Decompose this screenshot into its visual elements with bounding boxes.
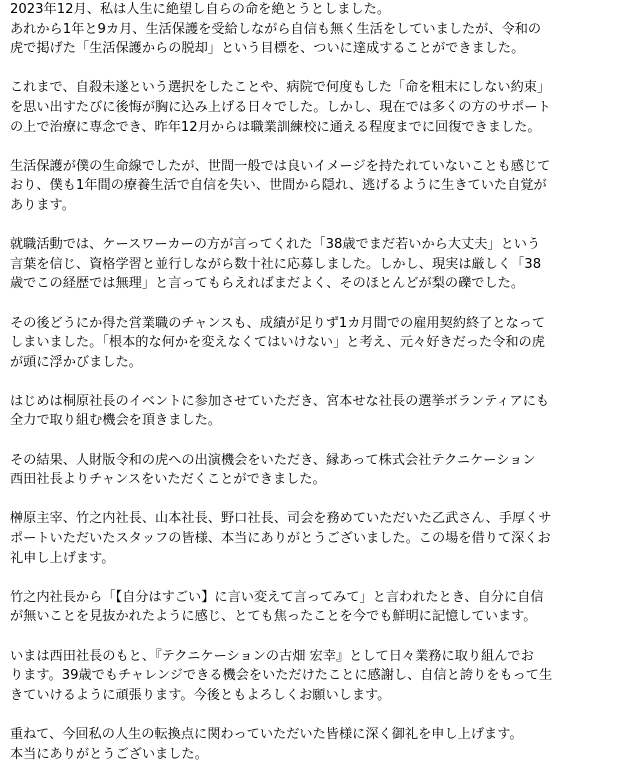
paragraph-9 <box>10 588 615 627</box>
text-line: はじめは桐原社長のイベントに参加させていただき、宮本せな社長の選挙ボランティアにも <box>10 393 550 409</box>
text-line: の上で治療に専念でき、昨年12月からは職業訓練校に通える程度までに回復できました。 <box>10 119 541 135</box>
text-line: が無いことを見抜かれたように感じ、とても焦ったことを今でも鮮明に記憶しています。 <box>10 609 537 625</box>
paragraph-2 <box>10 78 615 137</box>
text-line: あります。 <box>10 197 75 213</box>
paragraph-8 <box>10 509 615 568</box>
document-body <box>10 0 615 784</box>
text-line: 言葉を信じ、資格学習と並行しながら数十社に応募しました。しかし、現実は厳しく「38 <box>10 256 542 272</box>
text-line: 重ねて、今回私の人生の転換点に関わっていただいた皆様に深く御礼を申し上げます。 <box>10 726 523 742</box>
paragraph-10 <box>10 647 615 706</box>
paragraph-4 <box>10 235 615 294</box>
text-line: 就職活動では、ケースワーカーの方が言ってくれた「38歳でまだ若いから大丈夫」という <box>10 237 541 253</box>
paragraph-11 <box>10 725 615 764</box>
text-line: 歳でこの経歴では無理」と言ってもらえればまだよく、そのほとんどが梨の礫でした。 <box>10 276 525 292</box>
text-line: しまいました。「根本的な何かを変えなくてはいけない」と考え、元々好きだった令和の虎 <box>10 335 545 351</box>
text-line: 礼申し上げます。 <box>10 550 115 566</box>
text-line: その後どうにか得た営業職のチャンスも、成績が足りず1カ月間での雇用契約終了となって <box>10 315 546 331</box>
text-line: 全力で取り組む機会を頂きました。 <box>10 413 221 429</box>
paragraph-5 <box>10 314 615 373</box>
text-line: 竹之内社長から「【自分はすごい】に言い変えて言ってみて」と言われたとき、自分に自信 <box>10 589 544 605</box>
text-line: あれから1年と9カ月、生活保護を受給しながら自信も無く生活をしていましたが、令和の <box>10 21 542 37</box>
paragraph-7 <box>10 451 615 490</box>
text-line: が頭に浮かびました。 <box>10 354 142 370</box>
text-line: その結果、人財版令和の虎への出演機会をいただき、縁あって株式会社テクニケーション <box>10 452 536 468</box>
text-line: 2023年12月、私は人生に絶望し自らの命を絶とうとしました。 <box>10 2 391 17</box>
paragraph-1 <box>10 0 615 59</box>
text-line: 西田社長よりチャンスをいただくことができました。 <box>10 472 326 488</box>
text-line: きていけるように頑張ります。今後ともよろしくお願いします。 <box>10 687 391 703</box>
text-line: ポートいただいたスタッフの皆様、本当にありがとうございました。この場を借りて深くお <box>10 531 551 547</box>
text-line: いまは西田社長のもと、『テクニケーションの古畑 宏幸』として日々業務に取り組んでお <box>10 648 534 664</box>
text-line: 生活保護が僕の生命線でしたが、世間一般では良いイメージを持たれていないことも感じて <box>10 158 551 174</box>
text-line: ります。39歳でもチャレンジできる機会をいただけたことに感謝し、自信と誇りをもって生 <box>10 668 553 684</box>
text-line: 本当にありがとうございました。 <box>10 746 208 762</box>
text-line: 虎で掲げた「生活保護からの脱却」という目標を、ついに達成することができました。 <box>10 41 525 57</box>
text-line: これまで、自殺未遂という選択をしたことや、病院で何度もした「命を粗末にしない約束」 <box>10 80 551 96</box>
text-line: 榊原主宰、竹之内社長、山本社長、野口社長、司会を務めていただいた乙武さん、手厚くサ <box>10 511 552 527</box>
paragraph-3 <box>10 157 615 216</box>
text-line: おり、僕も1年間の療養生活で自信を失い、世間から隠れ、逃げるように生きていた自覚が <box>10 178 547 194</box>
text-line: を思い出すたびに後悔が胸に込み上げる日々でした。しかし、現在では多くの方のサポート <box>10 99 551 115</box>
paragraph-6 <box>10 392 615 431</box>
